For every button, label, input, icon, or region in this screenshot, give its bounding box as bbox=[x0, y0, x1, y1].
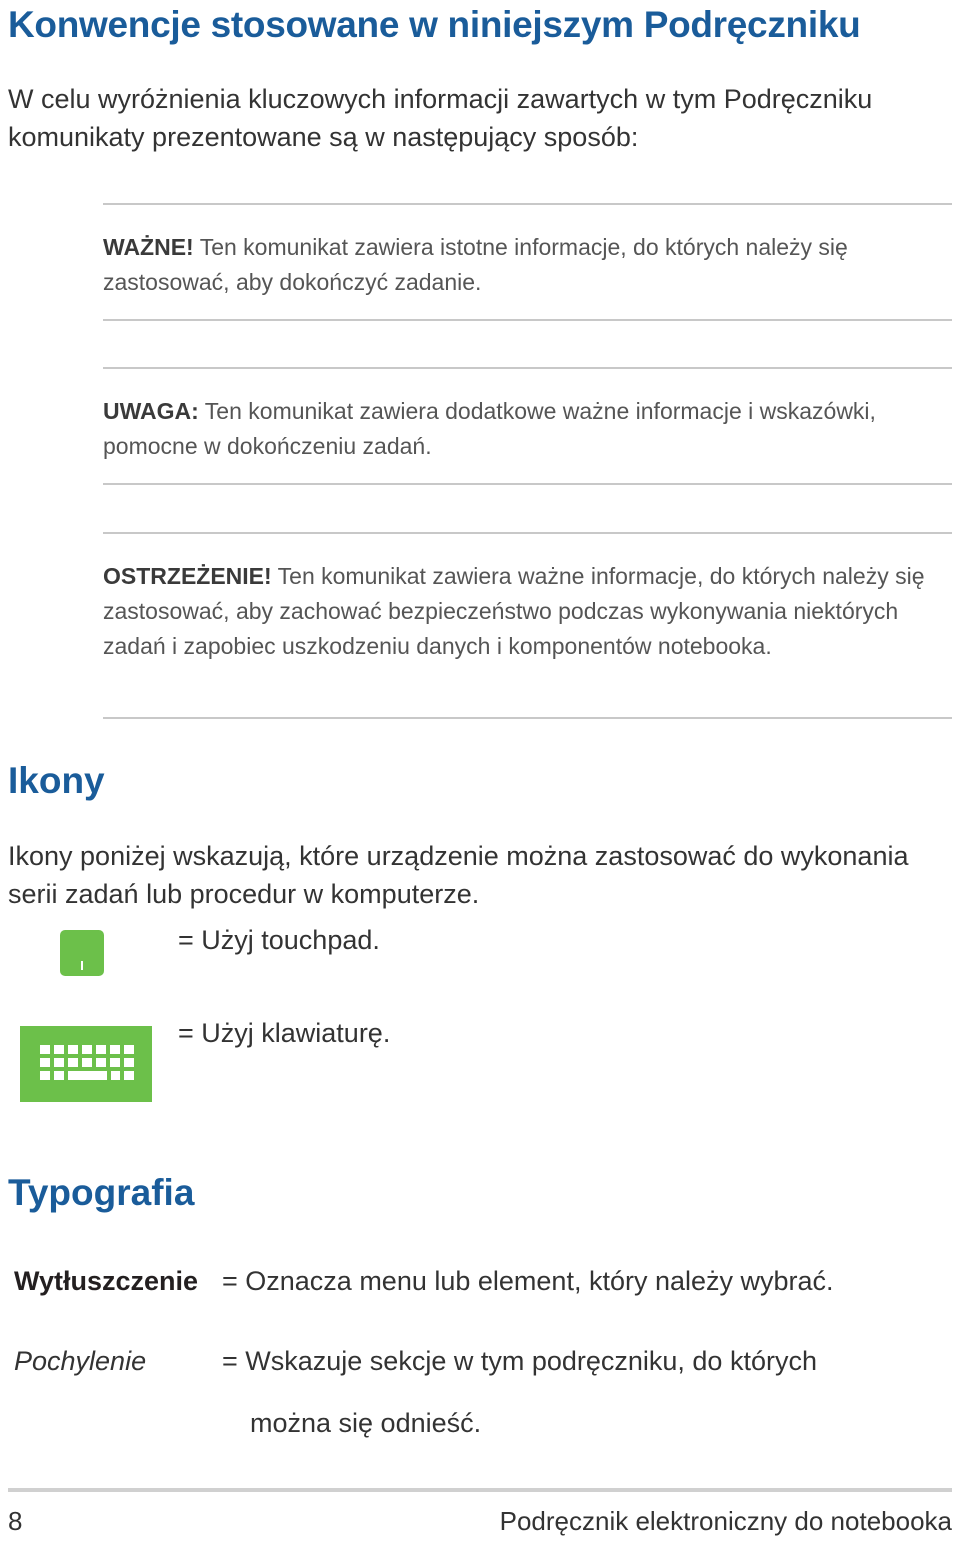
touchpad-icon bbox=[60, 930, 104, 976]
note-important bbox=[103, 230, 948, 300]
divider bbox=[103, 483, 952, 485]
section-title-conventions: Konwencje stosowane w niniejszym Podręczniku bbox=[8, 4, 861, 45]
note-warning-label: OSTRZEŻENIE! bbox=[103, 563, 272, 589]
typography-italic-definition-line1: = Wskazuje sekcje w tym podręczniku, do których bbox=[222, 1346, 817, 1376]
divider bbox=[103, 717, 952, 719]
conventions-intro: W celu wyróżnienia kluczowych informacji zawartych w tym Podręczniku komunikaty prezentowane są w następujący sposób: bbox=[8, 84, 873, 152]
keyboard-icon bbox=[20, 1026, 152, 1102]
keyboard-label: = Użyj klawiaturę. bbox=[178, 1018, 391, 1048]
section-title-icons: Ikony bbox=[8, 760, 105, 801]
divider bbox=[103, 203, 952, 205]
typography-italic-term: Pochylenie bbox=[14, 1346, 147, 1376]
note-notice bbox=[103, 394, 948, 464]
page-number: 8 bbox=[8, 1506, 23, 1536]
typography-italic-definition-line2: można się odnieść. bbox=[250, 1408, 482, 1438]
icons-intro: Ikony poniżej wskazują, które urządzenie można zastosować do wykonania serii zadań lub procedur w komputerze. bbox=[8, 841, 909, 909]
note-notice-label: UWAGA: bbox=[103, 398, 199, 424]
typography-bold-definition: = Oznacza menu lub element, który należy wybrać. bbox=[222, 1266, 834, 1296]
footer-divider bbox=[8, 1488, 952, 1492]
section-title-typography: Typografia bbox=[8, 1172, 195, 1213]
divider bbox=[103, 319, 952, 321]
touchpad-label: = Użyj touchpad. bbox=[178, 925, 380, 955]
note-important-label: WAŻNE! bbox=[103, 234, 194, 260]
note-warning-text: Ten komunikat zawiera ważne informacje, do których należy się zastosować, aby zachować bezpieczeństwo podczas wykonywania niektórych zadań i zapobiec uszkodzeniu danych i komponentów notebooka. bbox=[103, 563, 925, 659]
note-notice-text: Ten komunikat zawiera dodatkowe ważne informacje i wskazówki, pomocne w dokończeniu zadań. bbox=[103, 398, 876, 459]
note-warning bbox=[103, 559, 948, 664]
divider bbox=[103, 532, 952, 534]
footer-title: Podręcznik elektroniczny do notebooka bbox=[499, 1506, 952, 1536]
note-important-text: Ten komunikat zawiera istotne informacje, do których należy się zastosować, aby dokończyć zadanie. bbox=[103, 234, 848, 295]
typography-bold-term: Wytłuszczenie bbox=[14, 1266, 199, 1296]
divider bbox=[103, 367, 952, 369]
